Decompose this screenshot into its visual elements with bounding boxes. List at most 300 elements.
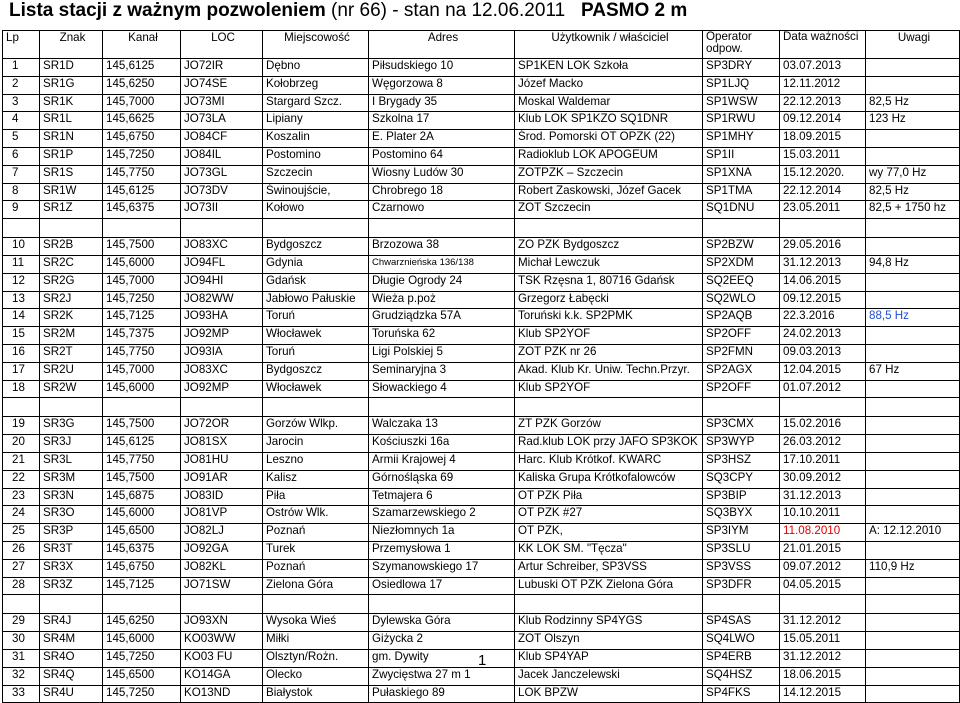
table-cell: Bydgoszcz xyxy=(263,362,369,380)
table-row xyxy=(3,559,960,577)
page-number: 1 xyxy=(478,652,487,669)
table-cell: 94,8 Hz xyxy=(866,255,960,273)
table-cell: JO73DV xyxy=(181,183,263,201)
empty-cell xyxy=(866,219,960,238)
empty-cell xyxy=(263,219,369,238)
table-row xyxy=(3,291,960,309)
table-cell: SR2M xyxy=(40,327,103,345)
table-cell: 31.12.2012 xyxy=(780,614,866,632)
table-cell: SQ4LWO xyxy=(703,632,780,650)
empty-cell xyxy=(866,398,960,417)
table-cell: 145,6250 xyxy=(103,76,181,94)
empty-cell xyxy=(780,398,866,417)
table-cell: Harc. Klub Krótkof. KWARC xyxy=(515,452,703,470)
table-cell: SR4O xyxy=(40,649,103,667)
table-cell: SQ2EEQ xyxy=(703,273,780,291)
table-row xyxy=(3,435,960,453)
table-cell: ZOT PZK nr 26 xyxy=(515,344,703,362)
table-cell: Niezłomnych 1a xyxy=(369,524,515,542)
table-cell: Olsztyn/Rożn. xyxy=(263,649,369,667)
table-cell: 145,6750 xyxy=(103,559,181,577)
table-cell: SP3DRY xyxy=(703,59,780,77)
header-cell: Operator odpow. xyxy=(703,31,780,59)
table-cell: SR3O xyxy=(40,506,103,524)
table-cell: SP3SLU xyxy=(703,541,780,559)
table-cell: OT PZK, xyxy=(515,524,703,542)
header-row xyxy=(3,31,960,59)
table-cell: Michał Lewczuk xyxy=(515,255,703,273)
table-cell: JO93XN xyxy=(181,614,263,632)
table-cell: Ligi Polskiej 5 xyxy=(369,344,515,362)
table-cell: SP2AGX xyxy=(703,362,780,380)
table-row xyxy=(3,165,960,183)
table-cell: SR4U xyxy=(40,685,103,703)
table-cell: Gorzów Wlkp. xyxy=(263,417,369,435)
table-cell: 25 xyxy=(3,524,40,542)
table-cell: 8 xyxy=(3,183,40,201)
empty-cell xyxy=(515,398,703,417)
table-cell: Długie Ogrody 24 xyxy=(369,273,515,291)
table-cell: Radioklub LOK APOGEUM xyxy=(515,147,703,165)
table-cell: SR2T xyxy=(40,344,103,362)
header-cell: Adres xyxy=(369,31,515,59)
table-cell: SR3P xyxy=(40,524,103,542)
table-row xyxy=(3,238,960,256)
table-row xyxy=(3,59,960,77)
table-cell: 24.02.2013 xyxy=(780,327,866,345)
table-cell: JO73II xyxy=(181,201,263,219)
table-cell: 11 xyxy=(3,255,40,273)
table-cell: 145,6000 xyxy=(103,255,181,273)
empty-cell xyxy=(263,398,369,417)
table-cell: SR2C xyxy=(40,255,103,273)
table-row xyxy=(3,506,960,524)
table-cell: 2 xyxy=(3,76,40,94)
table-cell: SQ3CPY xyxy=(703,470,780,488)
table-cell: JO93IA xyxy=(181,344,263,362)
table-cell: SP2XDM xyxy=(703,255,780,273)
table-cell: Grzegorz Łabęcki xyxy=(515,291,703,309)
table-cell: Akad. Klub Kr. Uniw. Techn.Przyr. xyxy=(515,362,703,380)
table-cell: 26.03.2012 xyxy=(780,435,866,453)
table-cell xyxy=(866,435,960,453)
empty-cell xyxy=(40,219,103,238)
table-cell: KO03WW xyxy=(181,632,263,650)
table-cell: SR3L xyxy=(40,452,103,470)
empty-cell xyxy=(703,595,780,614)
table-cell: Białystok xyxy=(263,685,369,703)
table-cell: Kołowo xyxy=(263,201,369,219)
page-title xyxy=(9,0,687,22)
empty-cell xyxy=(3,398,40,417)
table-cell: 15.05.2011 xyxy=(780,632,866,650)
table-cell: SR4J xyxy=(40,614,103,632)
table-cell: SR1G xyxy=(40,76,103,94)
table-cell: Klub SP2YOF xyxy=(515,327,703,345)
table-cell: 23 xyxy=(3,488,40,506)
table-cell: 145,6500 xyxy=(103,667,181,685)
table-cell: SP2FMN xyxy=(703,344,780,362)
table-cell: 17.10.2011 xyxy=(780,452,866,470)
table-cell: 15.03.2011 xyxy=(780,147,866,165)
table-cell: 09.07.2012 xyxy=(780,559,866,577)
table-cell: 33 xyxy=(3,685,40,703)
table-cell: JO82LJ xyxy=(181,524,263,542)
table-cell: Leszno xyxy=(263,452,369,470)
table-cell: 145,6125 xyxy=(103,435,181,453)
table-cell: SR1W xyxy=(40,183,103,201)
header-cell: Użytkownik / właściciel xyxy=(515,31,703,59)
table-cell: 145,7750 xyxy=(103,452,181,470)
table-cell: 18.09.2015 xyxy=(780,130,866,148)
table-cell: JO84CF xyxy=(181,130,263,148)
table-cell: Koszalin xyxy=(263,130,369,148)
table-cell: 145,6500 xyxy=(103,524,181,542)
table-cell: Jacek Janczelewski xyxy=(515,667,703,685)
table-cell: 145,7500 xyxy=(103,470,181,488)
table-cell: Lubuski OT PZK Zielona Góra xyxy=(515,577,703,595)
empty-cell xyxy=(181,219,263,238)
table-cell: 23.05.2011 xyxy=(780,201,866,219)
table-row xyxy=(3,327,960,345)
table-cell: 4 xyxy=(3,112,40,130)
table-cell: 145,6125 xyxy=(103,59,181,77)
empty-cell xyxy=(866,595,960,614)
table-row xyxy=(3,130,960,148)
table-cell: Szamarzewskiego 2 xyxy=(369,506,515,524)
table-row xyxy=(3,470,960,488)
table-cell: Toruńska 62 xyxy=(369,327,515,345)
table-cell: SR3G xyxy=(40,417,103,435)
table-cell: JO83XC xyxy=(181,238,263,256)
empty-cell xyxy=(40,595,103,614)
table-cell: JO73LA xyxy=(181,112,263,130)
table-cell: SR2B xyxy=(40,238,103,256)
table-cell: I Brygady 35 xyxy=(369,94,515,112)
table-cell: JO82KL xyxy=(181,559,263,577)
table-cell: SP1TMA xyxy=(703,183,780,201)
table-cell: Olecko xyxy=(263,667,369,685)
empty-cell xyxy=(3,219,40,238)
table-cell: 145,7500 xyxy=(103,417,181,435)
table-cell: SP4SAS xyxy=(703,614,780,632)
table-cell: JO73MI xyxy=(181,94,263,112)
table-cell: 09.12.2014 xyxy=(780,112,866,130)
table-cell: wy 77,0 Hz xyxy=(866,165,960,183)
table-row xyxy=(3,577,960,595)
table-cell: SP2AQB xyxy=(703,309,780,327)
table-cell: Artur Schreiber, SP3VSS xyxy=(515,559,703,577)
table-row xyxy=(3,362,960,380)
empty-cell xyxy=(103,595,181,614)
table-cell: SP3HSZ xyxy=(703,452,780,470)
table-cell: Dębno xyxy=(263,59,369,77)
table-cell: OT PZK Piła xyxy=(515,488,703,506)
table-cell: SP4ERB xyxy=(703,649,780,667)
table-cell: Czarnowo xyxy=(369,201,515,219)
table-cell: Kołobrzeg xyxy=(263,76,369,94)
table-cell: OT PZK #27 xyxy=(515,506,703,524)
table-cell: 26 xyxy=(3,541,40,559)
table-cell: 145,7250 xyxy=(103,147,181,165)
table-cell: Piła xyxy=(263,488,369,506)
empty-cell xyxy=(703,219,780,238)
table-cell: SR4Q xyxy=(40,667,103,685)
table-row xyxy=(3,76,960,94)
table-cell: 145,7125 xyxy=(103,577,181,595)
empty-cell xyxy=(40,398,103,417)
table-cell xyxy=(866,632,960,650)
table-cell: 29 xyxy=(3,614,40,632)
table-cell: JO83ID xyxy=(181,488,263,506)
table-cell xyxy=(866,327,960,345)
table-cell: Przemysłowa 1 xyxy=(369,541,515,559)
table-cell: 145,7500 xyxy=(103,238,181,256)
empty-cell xyxy=(181,595,263,614)
table-cell: SP1RWU xyxy=(703,112,780,130)
table-cell xyxy=(866,130,960,148)
table-cell: Grudziądzka 57A xyxy=(369,309,515,327)
empty-cell xyxy=(263,595,369,614)
table-cell: SQ1DNU xyxy=(703,201,780,219)
table-cell: Gdynia xyxy=(263,255,369,273)
table-cell: Stargard Szcz. xyxy=(263,94,369,112)
table-cell: 13 xyxy=(3,291,40,309)
empty-cell xyxy=(515,219,703,238)
table-cell: 28 xyxy=(3,577,40,595)
table-cell: SR2K xyxy=(40,309,103,327)
table-row xyxy=(3,183,960,201)
table-cell: Postomino 64 xyxy=(369,147,515,165)
table-cell: SP2OFF xyxy=(703,380,780,398)
table-cell: A: 12.12.2010 xyxy=(866,524,960,542)
table-cell: 145,6375 xyxy=(103,201,181,219)
table-cell: 22 xyxy=(3,470,40,488)
table-cell: SR1L xyxy=(40,112,103,130)
table-cell: KK LOK SM. "Tęcza" xyxy=(515,541,703,559)
header-cell: Data ważności xyxy=(780,31,866,59)
table-cell: E. Plater 2A xyxy=(369,130,515,148)
table-cell: 145,7000 xyxy=(103,273,181,291)
table-cell: JO94HI xyxy=(181,273,263,291)
table-cell: Szczecin xyxy=(263,165,369,183)
table-cell: 5 xyxy=(3,130,40,148)
table-cell: 18 xyxy=(3,380,40,398)
table-cell xyxy=(866,470,960,488)
table-cell: JO84IL xyxy=(181,147,263,165)
table-cell: 01.07.2012 xyxy=(780,380,866,398)
empty-cell xyxy=(103,398,181,417)
table-row xyxy=(3,309,960,327)
empty-cell xyxy=(703,398,780,417)
table-cell: 145,7750 xyxy=(103,165,181,183)
table-cell: ZOT Olszyn xyxy=(515,632,703,650)
table-cell: 145,7375 xyxy=(103,327,181,345)
table-cell: SP4FKS xyxy=(703,685,780,703)
table-cell: Józef Macko xyxy=(515,76,703,94)
table-cell: 7 xyxy=(3,165,40,183)
table-cell: Toruń xyxy=(263,309,369,327)
table-cell: Świnoujście, xyxy=(263,183,369,201)
table-cell xyxy=(866,273,960,291)
table-row xyxy=(3,147,960,165)
table-cell: 29.05.2016 xyxy=(780,238,866,256)
header-cell: Znak xyxy=(40,31,103,59)
table-cell: JO71SW xyxy=(181,577,263,595)
table-cell: 12 xyxy=(3,273,40,291)
table-cell: 12.11.2012 xyxy=(780,76,866,94)
table-cell: SP1KEN LOK Szkoła xyxy=(515,59,703,77)
table-cell: SP3DFR xyxy=(703,577,780,595)
stations-table xyxy=(2,30,960,703)
table-cell: 15.02.2016 xyxy=(780,417,866,435)
table-cell: SR3Z xyxy=(40,577,103,595)
table-cell: SR2J xyxy=(40,291,103,309)
table-cell: Toruń xyxy=(263,344,369,362)
table-cell: SR1N xyxy=(40,130,103,148)
table-cell: ZT PZK Gorzów xyxy=(515,417,703,435)
table-cell: SR3X xyxy=(40,559,103,577)
table-cell: Turek xyxy=(263,541,369,559)
table-cell: Osiedlowa 17 xyxy=(369,577,515,595)
table-cell: JO94FL xyxy=(181,255,263,273)
spacer-row xyxy=(3,398,960,417)
table-cell xyxy=(866,685,960,703)
table-cell: SP3BIP xyxy=(703,488,780,506)
table-cell: SR1S xyxy=(40,165,103,183)
table-cell: JO73GL xyxy=(181,165,263,183)
empty-cell xyxy=(181,398,263,417)
table-cell: 11.08.2010 xyxy=(780,524,866,542)
table-cell xyxy=(866,380,960,398)
table-cell: 1 xyxy=(3,59,40,77)
table-cell: 145,7250 xyxy=(103,685,181,703)
table-cell: Szymanowskiego 17 xyxy=(369,559,515,577)
table-cell xyxy=(866,649,960,667)
table-cell: SQ4HSZ xyxy=(703,667,780,685)
table-cell: 82,5 + 1750 hz xyxy=(866,201,960,219)
table-cell: Rad.klub LOK przy JAFO SP3KOK xyxy=(515,435,703,453)
empty-cell xyxy=(369,595,515,614)
table-cell: Kalisz xyxy=(263,470,369,488)
table-cell: JO92GA xyxy=(181,541,263,559)
table-cell: 31.12.2013 xyxy=(780,255,866,273)
table-cell: Kościuszki 16a xyxy=(369,435,515,453)
table-cell: 20 xyxy=(3,435,40,453)
table-cell: Pułaskiego 89 xyxy=(369,685,515,703)
table-row xyxy=(3,632,960,650)
table-row xyxy=(3,524,960,542)
table-cell: 88,5 Hz xyxy=(866,309,960,327)
table-cell xyxy=(866,452,960,470)
table-cell: 145,6000 xyxy=(103,506,181,524)
table-cell: Zielona Góra xyxy=(263,577,369,595)
table-cell: JO72OR xyxy=(181,417,263,435)
table-cell: SP1II xyxy=(703,147,780,165)
table-cell: 31.12.2012 xyxy=(780,649,866,667)
empty-cell xyxy=(369,219,515,238)
table-cell: SP3VSS xyxy=(703,559,780,577)
table-cell xyxy=(866,417,960,435)
header-cell: Lp xyxy=(3,31,40,59)
table-cell: 14 xyxy=(3,309,40,327)
table-cell: SP3CMX xyxy=(703,417,780,435)
table-cell: 12.04.2015 xyxy=(780,362,866,380)
table-cell: ZOT Szczecin xyxy=(515,201,703,219)
table-cell: SP2OFF xyxy=(703,327,780,345)
table-cell xyxy=(866,506,960,524)
table-cell xyxy=(866,577,960,595)
table-cell: 31 xyxy=(3,649,40,667)
table-cell: 15 xyxy=(3,327,40,345)
table-cell: SP2BZW xyxy=(703,238,780,256)
table-cell: SR2W xyxy=(40,380,103,398)
table-cell: SP1WSW xyxy=(703,94,780,112)
table-cell: 22.12.2013 xyxy=(780,94,866,112)
table-cell: SP1LJQ xyxy=(703,76,780,94)
table-cell: JO91AR xyxy=(181,470,263,488)
table-row xyxy=(3,488,960,506)
table-cell: JO92MP xyxy=(181,327,263,345)
table-cell: 22.12.2014 xyxy=(780,183,866,201)
table-cell: 67 Hz xyxy=(866,362,960,380)
table-cell: SQ2WLO xyxy=(703,291,780,309)
table-cell: SR2U xyxy=(40,362,103,380)
header-cell: Miejscowość xyxy=(263,31,369,59)
table-cell: 82,5 Hz xyxy=(866,183,960,201)
table-cell: 32 xyxy=(3,667,40,685)
table-cell: JO82WW xyxy=(181,291,263,309)
empty-cell xyxy=(103,219,181,238)
table-cell: Jabłowo Pałuskie xyxy=(263,291,369,309)
table-cell: gm. Dywity xyxy=(369,649,515,667)
table-cell: Seminaryjna 3 xyxy=(369,362,515,380)
table-cell: Środ. Pomorski OT OPZK (22) xyxy=(515,130,703,148)
table-cell: 10.10.2011 xyxy=(780,506,866,524)
table-cell: Dylewska Góra xyxy=(369,614,515,632)
table-row xyxy=(3,255,960,273)
table-cell: SR1K xyxy=(40,94,103,112)
table-cell: 30 xyxy=(3,632,40,650)
table-cell: KO03 FU xyxy=(181,649,263,667)
table-cell: JO83XC xyxy=(181,362,263,380)
table-cell: SP3WYP xyxy=(703,435,780,453)
table-cell: 145,7250 xyxy=(103,291,181,309)
table-cell: Zwycięstwa 27 m 1 xyxy=(369,667,515,685)
table-cell: JO72IR xyxy=(181,59,263,77)
table-cell: TSK Rzęsna 1, 80716 Gdańsk xyxy=(515,273,703,291)
table-cell: Postomino xyxy=(263,147,369,165)
table-row xyxy=(3,417,960,435)
table-cell xyxy=(866,291,960,309)
table-cell: 3 xyxy=(3,94,40,112)
table-row xyxy=(3,614,960,632)
table-cell: Tetmajera 6 xyxy=(369,488,515,506)
table-cell: Piłsudskiego 10 xyxy=(369,59,515,77)
table-cell: Wysoka Wieś xyxy=(263,614,369,632)
table-cell: 145,6000 xyxy=(103,380,181,398)
table-cell: Wieża p.poż xyxy=(369,291,515,309)
table-cell: Brzozowa 38 xyxy=(369,238,515,256)
table-cell xyxy=(866,344,960,362)
title-main: Lista stacji z ważnym pozwoleniem xyxy=(9,0,326,21)
table-cell: 145,7750 xyxy=(103,344,181,362)
table-cell: Lipiany xyxy=(263,112,369,130)
table-cell: SR3M xyxy=(40,470,103,488)
spacer-row xyxy=(3,219,960,238)
table-cell: 21.01.2015 xyxy=(780,541,866,559)
table-cell: Wiosny Ludów 30 xyxy=(369,165,515,183)
